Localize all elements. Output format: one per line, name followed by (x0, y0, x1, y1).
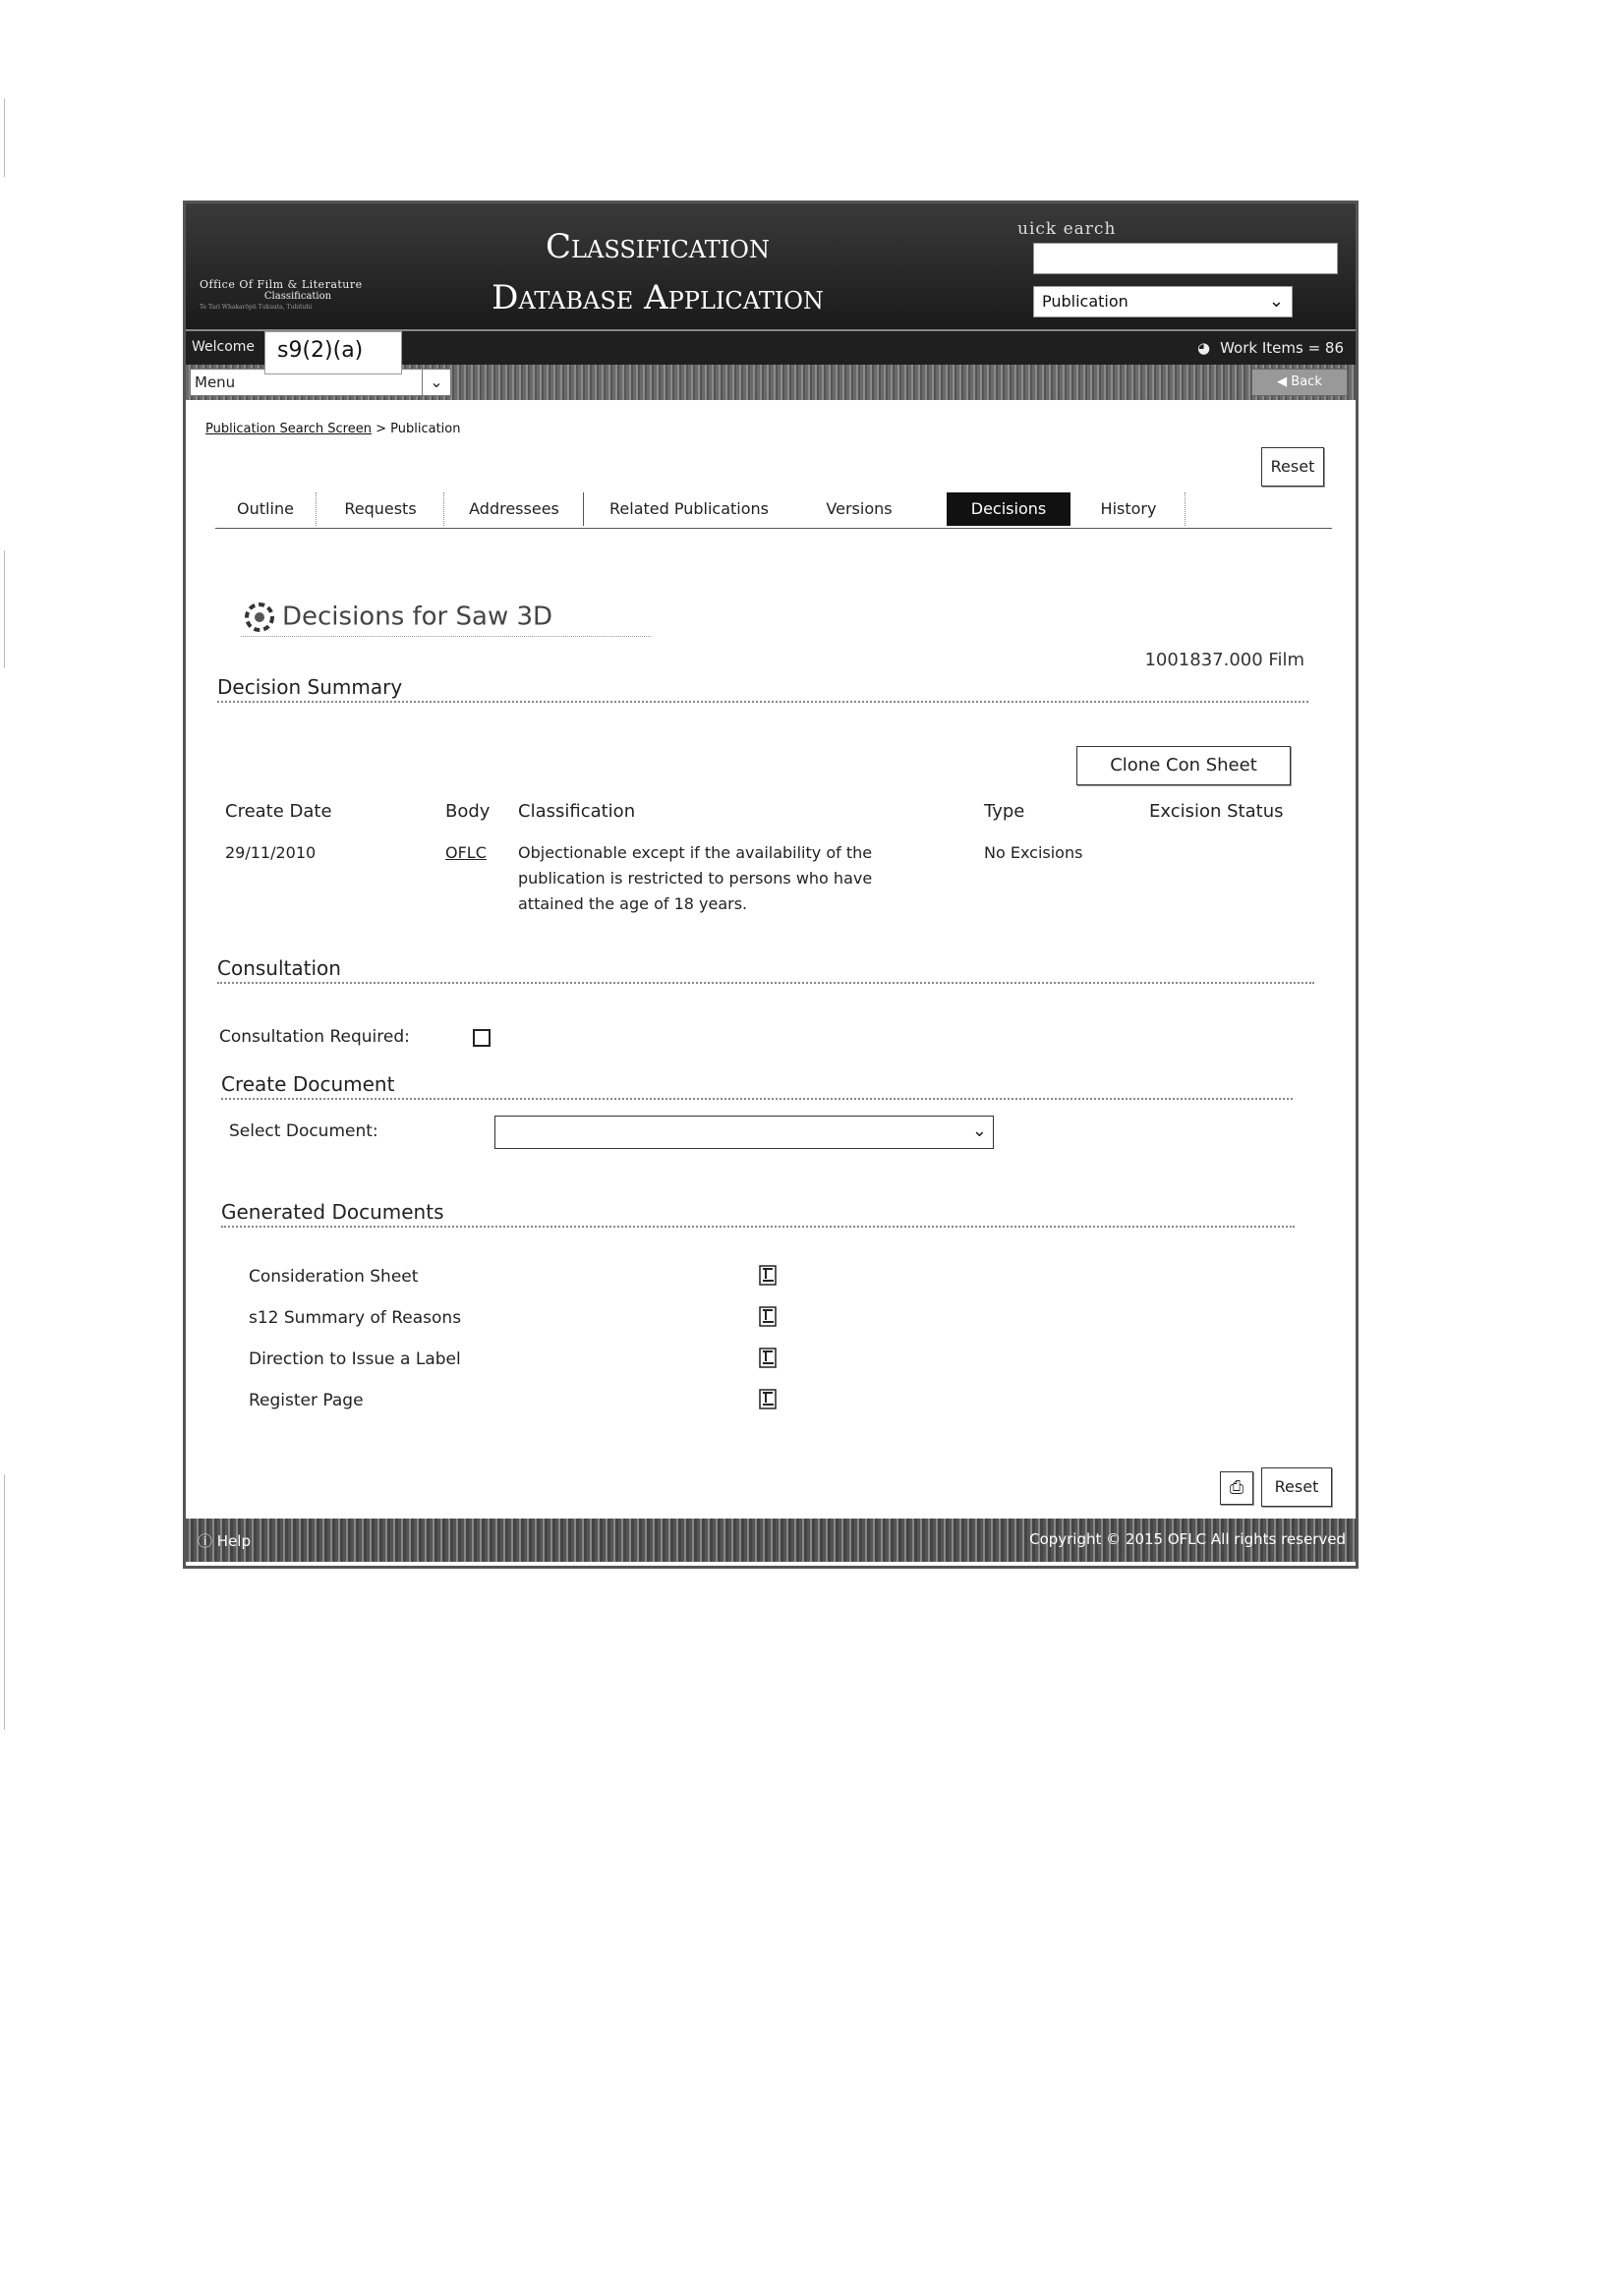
scan-artifact (4, 550, 5, 668)
tab-addressees[interactable]: Addressees (445, 492, 584, 526)
chevron-down-icon: ⌄ (971, 1120, 987, 1141)
consultation-required-checkbox[interactable] (473, 1029, 491, 1047)
doc-register-page: Register Page (249, 1391, 364, 1410)
doc-consideration-sheet: Consideration Sheet (249, 1267, 419, 1287)
menu-value: Menu (195, 373, 236, 391)
header (186, 203, 1356, 331)
redaction-box: s9(2)(a) (264, 331, 402, 374)
col-classification: Classification (518, 801, 636, 822)
breadcrumb (205, 422, 460, 436)
quick-search-input[interactable] (1033, 243, 1338, 274)
col-excision-status: Excision Status (1149, 801, 1284, 822)
page-title (241, 599, 651, 637)
chevron-down-icon: ⌄ (1268, 291, 1284, 312)
application-window (183, 201, 1359, 1569)
cell-classification: Objectionable except if the availability of the publication is restricted to persons who have attained the age of 18 years. (518, 843, 873, 913)
body-link-oflc[interactable]: OFLC (445, 843, 487, 862)
help-label: Help (216, 1532, 251, 1550)
reset-button-top[interactable]: Reset (1261, 447, 1324, 487)
refresh-icon: ◕ (1197, 339, 1211, 357)
select-document-dropdown[interactable] (494, 1116, 994, 1149)
back-label: Back (1291, 374, 1322, 389)
logo-line3: Te Tari Whakarōpū Tukuata, Tuhituhi (200, 304, 313, 311)
breadcrumb-link-search[interactable]: Publication Search Screen (205, 422, 372, 436)
oflc-logo (200, 278, 455, 311)
doc-s12-summary: s12 Summary of Reasons (249, 1308, 462, 1328)
tab-decisions[interactable]: Decisions (947, 492, 1070, 526)
tab-versions[interactable]: Versions (826, 499, 893, 518)
col-type: Type (984, 801, 1025, 822)
cell-create-date: 29/11/2010 (225, 843, 317, 862)
pdf-icon[interactable] (758, 1304, 780, 1328)
work-items[interactable] (1197, 339, 1344, 357)
tab-outline[interactable]: Outline (215, 492, 317, 526)
back-button[interactable] (1251, 369, 1348, 396)
app-title: Classification Database Application (492, 227, 824, 317)
scan-artifact (4, 1474, 5, 1730)
consultation-required-label: Consultation Required: (219, 1027, 410, 1047)
breadcrumb-current: Publication (390, 422, 461, 436)
clone-con-sheet-button[interactable]: Clone Con Sheet (1076, 746, 1291, 785)
create-document-heading: Create Document (221, 1072, 1293, 1100)
back-arrow-icon: ◀ (1277, 374, 1288, 389)
cell-type: No Excisions (984, 843, 1083, 862)
generated-documents-heading: Generated Documents (221, 1200, 1295, 1228)
work-items-label: Work Items = 86 (1220, 339, 1344, 357)
col-create-date: Create Date (225, 801, 332, 822)
col-body: Body (445, 801, 491, 822)
print-icon: ⎙ (1229, 1477, 1244, 1498)
copyright: Copyright © 2015 OFLC All rights reserved (1029, 1530, 1346, 1548)
search-type-select[interactable] (1033, 286, 1293, 317)
help-icon: ⓘ (198, 1532, 213, 1550)
pdf-icon[interactable] (758, 1346, 780, 1369)
consultation-heading: Consultation (217, 956, 1314, 984)
scan-artifact (4, 98, 5, 177)
tab-requests[interactable]: Requests (318, 492, 444, 526)
reset-button-bottom[interactable]: Reset (1261, 1467, 1332, 1507)
logo-line2: Classification (263, 291, 332, 302)
publication-reference: 1001837.000 Film (1144, 650, 1304, 670)
page-title-text: Decisions for Saw 3D (282, 602, 553, 632)
tab-bar (215, 488, 1332, 529)
breadcrumb-separator: > (371, 422, 391, 436)
cell-body (445, 840, 487, 866)
tab-related-publications[interactable]: Related Publications (609, 499, 769, 518)
doc-direction-label: Direction to Issue a Label (249, 1349, 461, 1369)
search-type-value: Publication (1042, 292, 1128, 311)
tab-history[interactable]: History (1072, 492, 1186, 526)
help-link[interactable] (198, 1530, 251, 1551)
chevron-down-icon: ⌄ (422, 370, 450, 395)
welcome-bar (186, 331, 1356, 365)
quick-search-label: uick earch (1017, 219, 1117, 239)
print-button[interactable] (1220, 1471, 1253, 1505)
footer (186, 1519, 1356, 1562)
select-document-label: Select Document: (229, 1121, 378, 1141)
decisions-icon (241, 599, 278, 636)
decision-summary-heading: Decision Summary (217, 675, 1308, 703)
pdf-icon[interactable] (758, 1263, 780, 1287)
welcome-label: Welcome (192, 339, 256, 355)
pdf-icon[interactable] (758, 1387, 780, 1410)
logo-line1: Office Of Film & Literature (200, 278, 363, 291)
